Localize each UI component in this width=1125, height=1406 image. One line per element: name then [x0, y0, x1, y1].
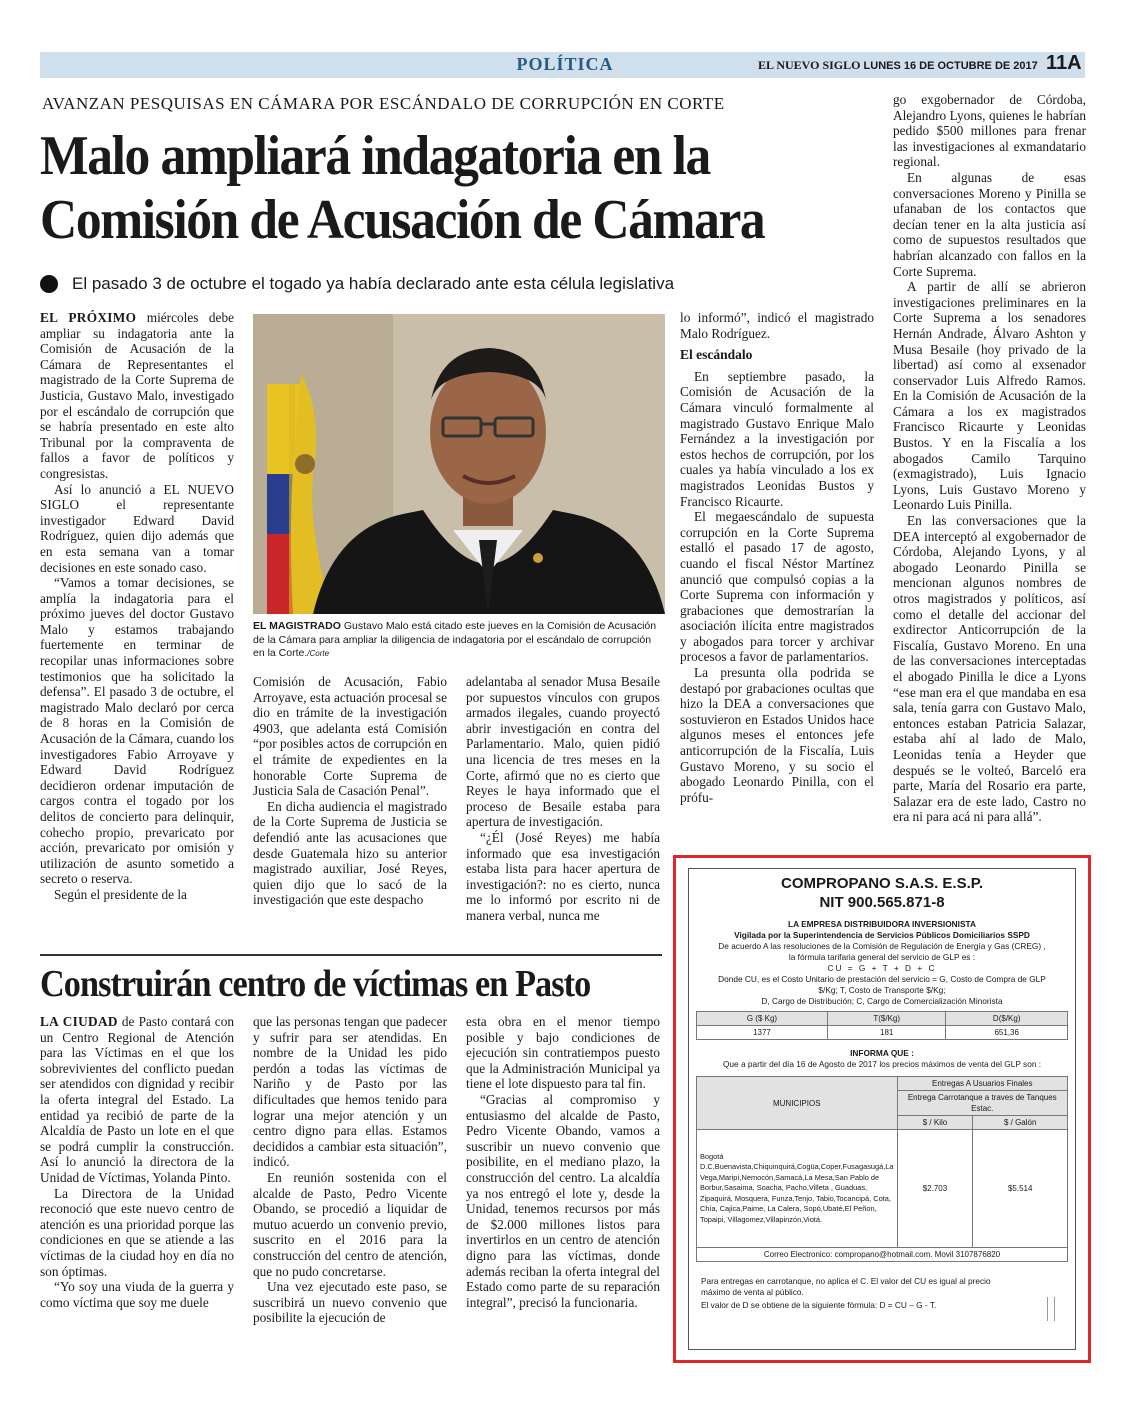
paragraph: A partir de allí se abrieron investigaciones preliminares en la Corte Suprema a los senadores Hernán Andrade, Álvaro Ashton y Musa Besaile (hoy privado de la libertad) así como al exsenador conservador Luis Alfredo Ramos. En la Comisión de Acusación de la Cámara a los ex magistrados Francisco Ricaurte y Leonidas Bustos. Y en la Fiscalía a los abogados Camilo Tarquino (exmagistrado), Luis Ignacio Lyons, Luis Gustavo Moreno y Leonardo Luis Pinilla.: [893, 279, 1086, 513]
article-divider: [40, 954, 662, 956]
table-header: Entregas A Usuarios Finales: [897, 1077, 1067, 1091]
paragraph: que las personas tengan que padecer y sufrir para ser atendidas. En nombre de la Unidad les pido perdón a todas las víctimas de Nariño y de Pasto por las dificultades que hemos tenido para lograr una mejor atención y un centro digno para ellas. Estamos decididos a cambiar esta situación”, indicó.: [253, 1014, 447, 1170]
table-header: D($/Kg): [946, 1012, 1068, 1026]
caption-lead: EL MAGISTRADO: [253, 620, 341, 632]
table-header: $ / Galón: [973, 1116, 1068, 1130]
section-name: POLÍTICA: [516, 54, 614, 74]
photo-caption: [253, 620, 665, 661]
ad-line: $/Kg; T, Costo de Transporte $/Kg;: [818, 985, 946, 995]
paragraph: “Yo soy una viuda de la guerra y como víctima que soy me duele: [40, 1279, 234, 1310]
table-header: G ($ Kg): [697, 1012, 828, 1026]
municipios-list: Bogotá D.C,Buenavista,Chiquinquirá,Cogüa,Coper,Fusagasugá,La Vega,Maripí,Nemocón,Samacá,La Mesa,San Pablo de Borbur,Sasaima, Soacha, Pacho,Villeta , Guaduas, Zipaquirá, Mosquera, Funza,Tenjo, Tabio,Tocancipá, Cota, Chía, Cajica,Paime, La Calera, Sopó,Ubaté,El Peñon, Topaipi, Villagomez,Villapinzón,Viotá.: [697, 1130, 898, 1248]
paragraph: El megaescándalo de supuesta corrupción en la Corte Suprema estalló el pasado 17 de agosto, cuando el fiscal Néstor Martínez anunció que compulsó copias a la Corte Suprema con información y grabaciones que demostrarían la asociación ilícita entre magistrados y abogados para torcer y archivar procesos a favor de parlamentarios.: [680, 509, 874, 665]
prices-table: [696, 1076, 1068, 1262]
ad-company: COMPROPANO S.A.S. E.S.P.: [781, 875, 983, 892]
ad-line: Donde CU, es el Costo Unitario de prestación del servicio = G, Costo de Compra de GLP: [718, 974, 1046, 984]
paragraph: “Gracias al compromiso y entusiasmo del alcalde de Pasto, Pedro Vicente Obando, vamos a suscribir un nuevo convenio que posibilite, en el mediano plazo, la construcción del centro. La alcaldía ya nos entregó el lote y, desde la Unidad, tenemos recursos por más de $2.000 millones listos para invertirlos en un centro de atención digno para las víctimas, donde además reciban la oferta integral del Estado como parte de su reparación integral”, precisó la funcionaria.: [466, 1091, 660, 1310]
magistrate-photo: [253, 314, 665, 614]
ad-note: El valor de D se obtiene de la siguiente fórmula: D = CU – G - T.: [701, 1300, 937, 1310]
table-cell: 651,36: [946, 1026, 1068, 1040]
caption-text: Gustavo Malo está citado este jueves en la Comisión de Acusación de la Cámara para ampliar la diligencia de indagatoria por el escándalo de corrupción en la Corte.: [253, 620, 657, 659]
ad-note: Para entregas en carrotanque, no aplica el C. El valor del CU es igual al precio máximo de venta al público.: [701, 1276, 991, 1297]
ad-informa: INFORMA QUE :: [850, 1048, 914, 1058]
price-kilo: $2.703: [897, 1130, 973, 1248]
ad-line: LA EMPRESA DISTRIBUIDORA INVERSIONISTA: [788, 919, 976, 929]
paragraph: “¿Él (José Reyes) me había informado que esa investigación estaba lista para hacer apertura de investigación?: no es cierto, nunca me lo informó por escrito ni de manera verbal, nunca me: [466, 829, 660, 923]
ad-nit: NIT 900.565.871-8: [819, 894, 945, 911]
section-heading: El escándalo: [680, 347, 753, 363]
price-galon: $5.514: [973, 1130, 1068, 1248]
caption-credit: /Corte: [307, 649, 330, 658]
lead-in: EL PRÓXIMO: [40, 310, 137, 325]
publication-date: LUNES 16 DE OCTUBRE DE 2017: [863, 60, 1038, 72]
paragraph: En algunas de esas conversaciones Moreno y Pinilla se ufanaban de los contactos que decían tener en la alta justicia así como de supuestos resultados que habrían alcanzado con fallos en la Corte Suprema.: [893, 169, 1086, 279]
ad-informa-text: Que a partir del día 16 de Agosto de 2017 los precios máximos de venta del GLP son :: [722, 1059, 1042, 1069]
paragraph: miércoles debe ampliar su indagatoria ante la Comisión de Acusación de la Cámara de Representantes el magistrado de la Corte Suprema de Justicia, Gustavo Malo, investigado por el escándalo de corrupción que se habría presentado en este alto Tribunal por la compraventa de fallos a favor de políticos y congresistas.: [40, 310, 234, 481]
table-header: T($/Kg): [827, 1012, 945, 1026]
paragraph: En las conversaciones que la DEA interceptó al exgobernador de Córdoba, Alejando Lyons, y al abogado Leonardo Pinilla se mencionan algunos nombres de otros magistrados y políticos, así como el detalle del accionar del exdirector Anticorrupción de la Fiscalía, Gustavo Moreno. En una de las conversaciones interceptadas el abogado Pinilla le dice a Lyons “ese man era el que mandaba en esa sala, tenía garra con Gustavo Malo, entonces estaban Patricia Salazar, estaba ahí al lado de Malo, Leonidas tenía a Heyder que después se le volteó, Barceló era parte, María del Rosario era parte, Salazar era de este lado, Castro no era ni para acá ni para allá”.: [893, 513, 1086, 825]
article-column-5: [893, 92, 1086, 842]
table-cell: 181: [827, 1026, 945, 1040]
page-number: 11A: [1046, 52, 1082, 74]
table-header: MUNICIPIOS: [697, 1077, 898, 1130]
article-column-4: [680, 310, 874, 840]
ad-content: [688, 868, 1076, 1350]
publication-name: EL NUEVO SIGLO: [758, 58, 861, 72]
paragraph: go exgobernador de Córdoba, Alejandro Lyons, quienes le habrían pedido $500 millones para frenar las investigaciones al exmandatario regional.: [893, 92, 1086, 170]
tariff-table: [696, 1011, 1068, 1040]
ad-line: la fórmula tarifaria general del servicio de GLP es :: [788, 952, 976, 962]
article-subhead: [40, 274, 674, 294]
table-header: Entrega Carrotanque a traves de Tanques Estac.: [897, 1091, 1067, 1116]
table-header: $ / Kilo: [897, 1116, 973, 1130]
contact-info: Correo Electronico: compropano@hotmail.com. Movil 3107876820: [697, 1248, 1068, 1262]
paragraph: La presunta olla podrida se destapó por grabaciones ocultas que hizo la DEA a conversaciones que sostuvieron en Estados Unidos hace algunos meses el entonces jefe anticorrupción de la Fiscalía, Luis Gustavo Moreno, y su socio el abogado Leonardo Pinilla, con el prófu-: [680, 665, 874, 805]
bullet-icon: [40, 275, 58, 293]
logo-icon: [1047, 1297, 1055, 1321]
paragraph: En septiembre pasado, la Comisión de Acusación de la Cámara vinculó formalmente al magistrado Gustavo Enrique Malo Fernández a la investigación por estos hechos de corrupción, por los cuales ya había vinculado a los ex magistrados Leonidas Bustos y Francisco Ricaurte.: [680, 368, 874, 509]
magistrate-portrait-image: [253, 314, 665, 614]
paragraph: En reunión sostenida con el alcalde de Pasto, Pedro Vicente Obando, se procedió a liquidar de mutuo acuerdo un convenio previo, suscrito en el 2016 para la construcción del centro de atención, que no pudo concretarse.: [253, 1169, 447, 1279]
subhead-text: El pasado 3 de octubre el togado ya había declarado ante esta célula legislativa: [72, 274, 675, 293]
lead-in: LA CIUDAD: [40, 1014, 118, 1029]
article2-headline: Construirán centro de víctimas en Pasto: [40, 963, 591, 1005]
article2-column-2: [253, 1014, 447, 1374]
paragraph: esta obra en el menor tiempo posible y bajo condiciones de ejecución sin contratiempos puesto que la Administración Municipal ya tiene el lote dispuesto para tal fin.: [466, 1014, 660, 1092]
ad-line: Vigilada por la Superintendencia de Servicios Públicos Domiciliarios SSPD: [734, 930, 1030, 940]
article-column-3: [466, 674, 660, 946]
table-cell: 1377: [697, 1026, 828, 1040]
paragraph: Una vez ejecutado este paso, se suscribirá un nuevo convenio que posibilite la ejecución de: [253, 1279, 447, 1326]
ad-line: D, Cargo de Distribución; C, Cargo de Comercialización Minorista: [761, 996, 1003, 1006]
article2-column-1: [40, 1014, 234, 1374]
paragraph: Comisión de Acusación, Fabio Arroyave, esta actuación procesal se dio en trámite de la investigación 4903, que adelanta está Comisión “por posibles actos de corrupción en el trámite de expedientes en la honorable Corte Suprema de Justicia Sala de Casación Penal”.: [253, 674, 447, 799]
article-column-1: [40, 310, 234, 946]
ad-formula: CU = G + T + D + C: [827, 963, 937, 973]
ad-line: De acuerdo A las resoluciones de la Comisión de Regulación de Energía y Gas (CREG) ,: [718, 941, 1046, 951]
compropano-advertisement: [673, 855, 1091, 1363]
article-kicker: AVANZAN PESQUISAS EN CÁMARA POR ESCÁNDALO DE CORRUPCIÓN EN CORTE: [42, 94, 725, 113]
paragraph: de Pasto contará con un Centro Regional de Atención para las Víctimas en el que los sobrevivientes del conflicto puedan ser atendidos con dignidad y recibir la oferta integral del Estado. La entidad ya recibió de parte de la Alcaldía de Pasto un lote en el que se podrá cumplir la construcción. Así lo anunció la directora de la Unidad de Víctimas, Yolanda Pinto.: [40, 1014, 234, 1185]
paragraph: Según el presidente de la: [54, 886, 187, 902]
paragraph: Así lo anunció a EL NUEVO SIGLO el representante investigador Edward David Rodríguez, quien dijo además que en esta semana van a tomar decisiones en este sonado caso.: [40, 481, 234, 575]
paragraph: adelantaba al senador Musa Besaile por supuestos vínculos con grupos armados ilegales, cuando proyectó abrir investigación en contra del Parlamentario. Malo, quien pidió una licencia de tres meses en la Corte, afirmó que no es cierto que Reyes le haya informado que el proceso de Besaile estaba para apertura de investigación.: [466, 674, 660, 830]
article-headline: Malo ampliará indagatoria en la Comisión de Acusación de Cámara: [40, 125, 765, 251]
paragraph: En dicha audiencia el magistrado de la Corte Suprema de Justicia se defendió ante las acusaciones que desde Guatemala hizo su anterior magistrado auxiliar, José Reyes, quien dijo que lo sacó de la investigación que este despacho: [253, 798, 447, 908]
paragraph: lo informó”, indicó el magistrado Malo Rodríguez.: [680, 310, 874, 341]
paragraph: “Vamos a tomar decisiones, se amplía la indagatoria para el próximo jueves del doctor Gustavo Malo y estamos trabajando fuertemente en terminar de recopilar unas informaciones sobre testimonios que ha solicitado la defensa”. El pasado 3 de octubre, el magistrado Malo declaró por cerca de 8 horas en la Comisión de Acusación de la Cámara, cuando los investigadores Fabio Arroyave y Edward David Rodríguez decidieron ordenar imputación de cargos contra el togado por los delitos de concierto para delinquir, cohecho propio, prevaricato por acción, prevaricato por omisión y utilización de asunto sometido a secreto o reserva.: [40, 575, 234, 887]
paragraph: La Directora de la Unidad reconoció que este nuevo centro de atención es una prioridad porque las condiciones en que se atiende a las víctimas de la ciudad hoy en día no son óptimas.: [40, 1185, 234, 1279]
article-column-2: [253, 674, 447, 946]
article2-column-3: [466, 1014, 660, 1374]
header-info: [758, 58, 1038, 73]
